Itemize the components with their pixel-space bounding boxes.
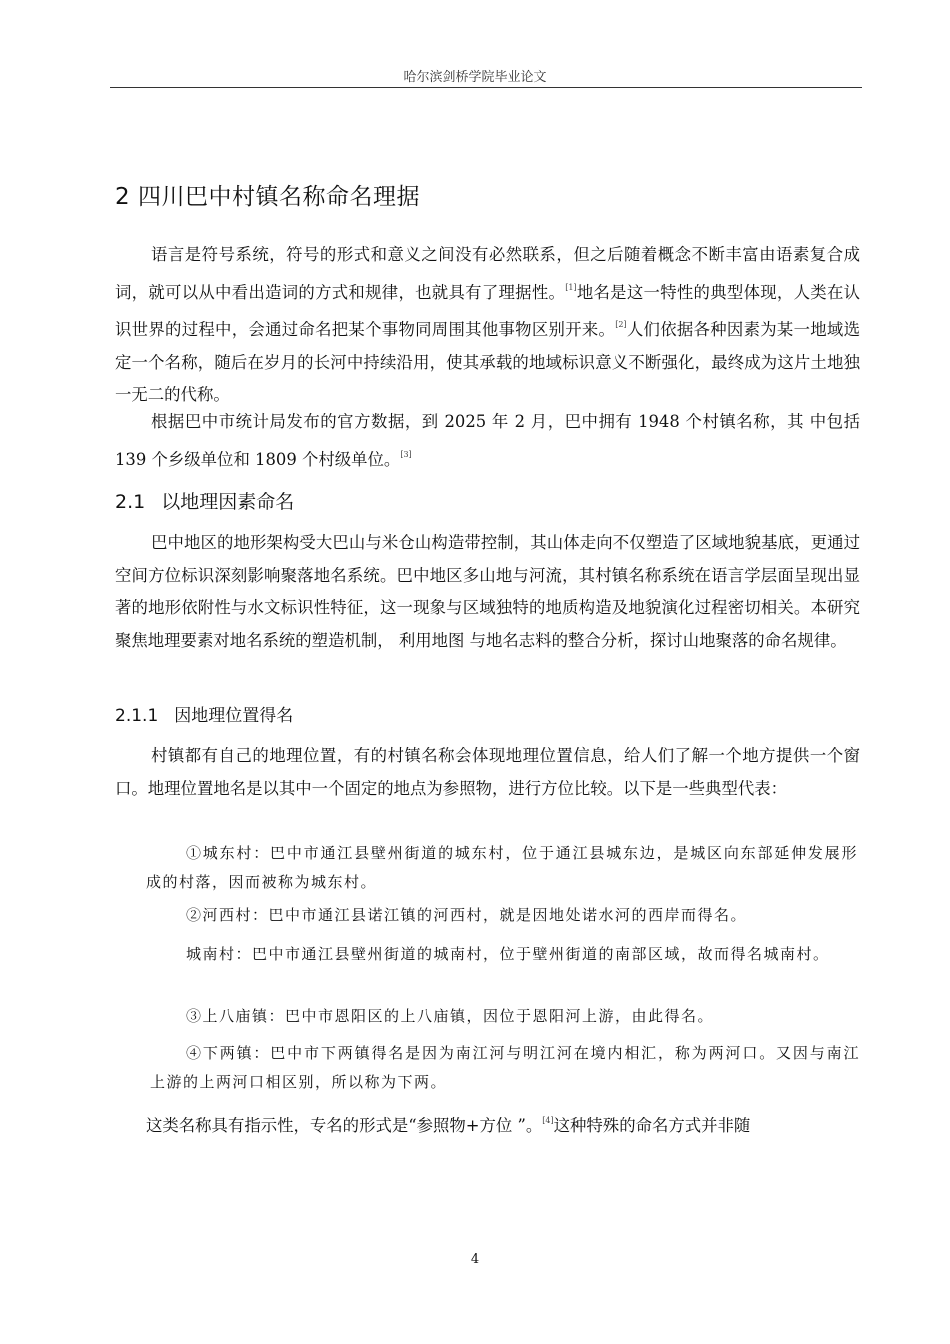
header-rule bbox=[110, 87, 862, 88]
example-item-4: ③上八庙镇：巴中市恩阳区的上八庙镇，因位于恩阳河上游，由此得名。 bbox=[186, 1007, 715, 1025]
intro-p1-text-c: 人们依据各种因素为某一地域选定一个名称，随后在岁月的长河中持续沿用，使其承载的地域标识意义不断强化，最终成为这片土地独一无二的代称。 bbox=[115, 320, 860, 404]
closing-paragraph bbox=[146, 1105, 860, 1143]
section-2-1-1-paragraph: 村镇都有自己的地理位置，有的村镇名称会体现地理位置信息，给人们了解一个地方提供一个窗口。地理位置地名是以其中一个固定的地点为参照物，进行方位比较。以下是一些典型代表： bbox=[115, 746, 860, 798]
intro-p2-text: 根据巴中市统计局发布的官方数据，到 2025 年 2 月，巴中拥有 1948 个村镇名称，其 中包括 139 个乡级单位和 1809 个村级单位。 bbox=[115, 412, 860, 469]
closing-text-a: 这类名称具有指示性，专名的形式是“参照物+方位 ”。 bbox=[146, 1116, 543, 1135]
page-number: 4 bbox=[470, 1252, 480, 1267]
citation-4[interactable]: [4] bbox=[542, 1116, 554, 1125]
intro-paragraph-1 bbox=[115, 239, 860, 412]
intro-paragraph-2 bbox=[115, 406, 860, 476]
example-item-2: ②河西村：巴中市通江县诺江镇的河西村，就是因地处诺水河的西岸而得名。 bbox=[186, 906, 748, 924]
section-2-1-paragraph: 巴中地区的地形架构受大巴山与米仓山构造带控制，其山体走向不仅塑造了区域地貌基底，更通过空间方位标识深刻影响聚落地名系统。巴中地区多山地与河流，其村镇名称系统在语言学层面呈现出显著的地形依附性与水文标识性特征，这一现象与区域独特的地质构造及地貌演化过程密切相关。本研究聚焦地理要素对地名系统的塑造机制， 利用地图 与地名志料的整合分析，探讨山地聚落的命名规律。 bbox=[115, 533, 860, 650]
example-item-3: 城南村：巴中市通江县壁州街道的城南村，位于壁州街道的南部区域，故而得名城南村。 bbox=[186, 945, 830, 963]
chapter-title: 2 四川巴中村镇名称命名理据 bbox=[115, 184, 420, 211]
citation-2[interactable]: [2] bbox=[615, 320, 627, 329]
intro-p1-text-a: 语言是符号系统，符号的形式和意义之间没有必然联系，但之后随着概念不断丰富由语素复合成词，就可以从中看出造词的方式和规律，也就具有了理据性。 bbox=[115, 245, 860, 302]
section-heading-2-1 bbox=[115, 487, 294, 514]
closing-text-b: 这种特殊的命名方式并非随 bbox=[553, 1116, 751, 1135]
example-item-1: ①城东村：巴中市通江县壁州街道的城东村，位于通江县城东边，是城区向东部延伸发展形成的村落，因而被称为城东村。 bbox=[146, 844, 858, 891]
section-title: 以地理因素命名 bbox=[161, 491, 295, 513]
section-number: 2.1 bbox=[115, 491, 146, 513]
subsection-number: 2.1.1 bbox=[115, 706, 159, 726]
intro-p1-text-b: 地名是这一特性的典型体现，人类在认识世界的过程中，会通过命名把某个事物同周围其他事物区别开来。 bbox=[115, 282, 861, 339]
section-heading-2-1-1 bbox=[115, 701, 293, 726]
subsection-title: 因地理位置得名 bbox=[174, 706, 294, 726]
example-item-5: ④下两镇：巴中市下两镇得名是因为南江河与明江河在境内相汇，称为两河口。又因与南江上游的上两河口相区别，所以称为下两。 bbox=[150, 1044, 860, 1091]
citation-3[interactable]: [3] bbox=[400, 449, 412, 459]
citation-1[interactable]: [1] bbox=[565, 282, 577, 292]
running-header: 哈尔滨剑桥学院毕业论文 bbox=[403, 70, 547, 85]
